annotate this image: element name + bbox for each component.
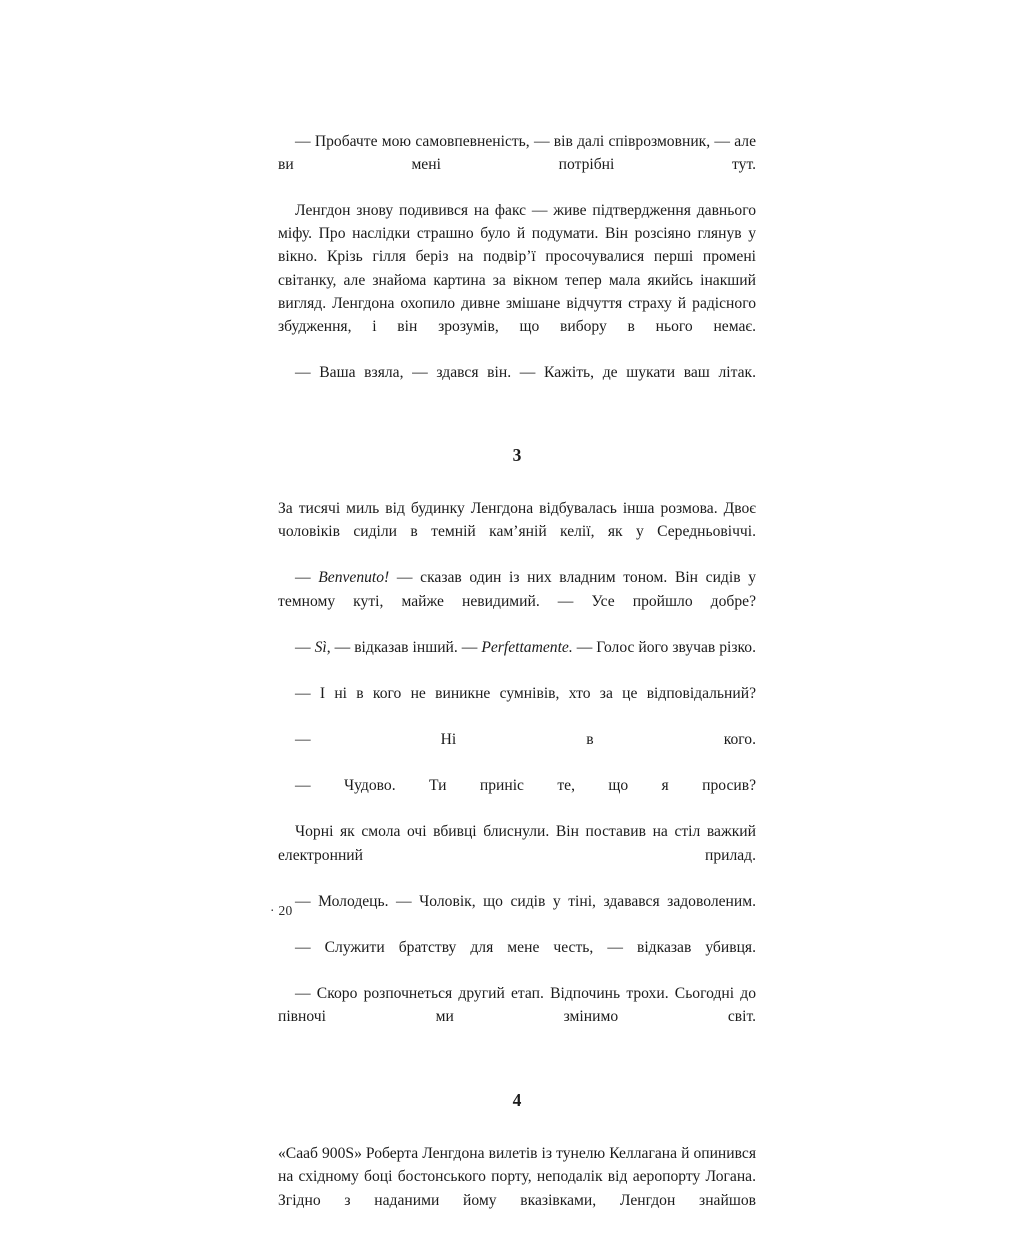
chapter-heading-4: 4	[512, 1090, 522, 1111]
paragraph-benvenuto	[278, 566, 756, 635]
segment-roman-4: , — відказав інший. —	[326, 638, 482, 656]
paragraph-chapter3-opening: За тисячі миль від будинку Ленгдона відбувалась інша розмова. Двоє чоловіків сиділи в темній кам’яній келії, як у Середньовіччі.	[278, 500, 756, 541]
paragraph-assassin-device: Чорні як смола очі вбивці блиснули. Він поставив на стіл важкий електронний прилад.	[278, 823, 756, 864]
spacer-after-chapter-4	[278, 1112, 756, 1142]
chapter-heading-3: 3	[512, 445, 522, 466]
paragraph-si-perfettamente	[278, 636, 756, 682]
paragraph-langdon-fax: Ленгдон знову подивився на факс — живе підтвердження давнього міфу. Про наслідки страшно було й подумати. Він розсіяно глянув у вікно. Крізь гілля беріз на подвір’ї просочувалися перші промені світанку, але знайома картина за вікном тепер мала якийсь інакший вигляд. Ленгдона охопило дивне змішане відчуття страху й радісного збудження, і він зрозумів, що вибору в нього немає.	[278, 202, 756, 335]
paragraph-dialogue-1: — Пробачте мою самовпевненість, — вів далі співрозмовник, — але ви мені потрібні тут.	[278, 133, 756, 174]
paragraph-dialogue-4: — Ні в кого.	[295, 731, 756, 749]
page-number: · 20	[270, 903, 293, 918]
spacer-after-chapter-3	[278, 467, 756, 497]
segment-roman-5: — Голос його звучав різко.	[572, 638, 757, 656]
paragraph-dialogue-5: — Чудово. Ти приніс те, що я просив?	[295, 777, 756, 795]
paragraph-chapter4-opening: «Сааб 900S» Роберта Ленгдона вилетів із тунелю Келлагана й опинився на східному боці бостонського порту, неподалік від аеропорту Логана. Згідно з наданими йому вказівками, Ленгдон знайшов	[278, 1145, 756, 1209]
segment-roman: —	[295, 569, 319, 587]
spacer-before-chapter-4	[278, 1051, 756, 1089]
paragraph-dialogue-3: — І ні в кого не виникне сумнівів, хто за це відповідальний?	[295, 684, 756, 702]
segment-italic-si: Sì	[314, 638, 327, 656]
page-text-block	[278, 130, 756, 1235]
segment-italic-perfettamente: Perfettamente.	[481, 638, 573, 656]
spacer-before-chapter-3	[278, 407, 756, 444]
paragraph-dialogue-8: — Скоро розпочнеться другий етап. Відпочинь трохи. Сьогодні до півночі ми змінимо світ.	[278, 985, 756, 1026]
segment-italic-benvenuto: Benvenuto!	[318, 569, 390, 587]
paragraph-dialogue-7: — Служити братству для мене честь, — відказав убивця.	[295, 938, 756, 956]
segment-roman-2: — сказав один із них владним тоном. Він сидів у темному куті, майже невидимий. — Усе пройшло добре?	[278, 569, 756, 610]
paragraph-dialogue-2: — Ваша взяла, — здався він. — Кажіть, де шукати ваш літак.	[295, 363, 756, 381]
paragraph-dialogue-6: — Молодець. — Чоловік, що сидів у тіні, здавався задоволеним.	[295, 892, 756, 910]
segment-roman-3: —	[295, 638, 315, 656]
